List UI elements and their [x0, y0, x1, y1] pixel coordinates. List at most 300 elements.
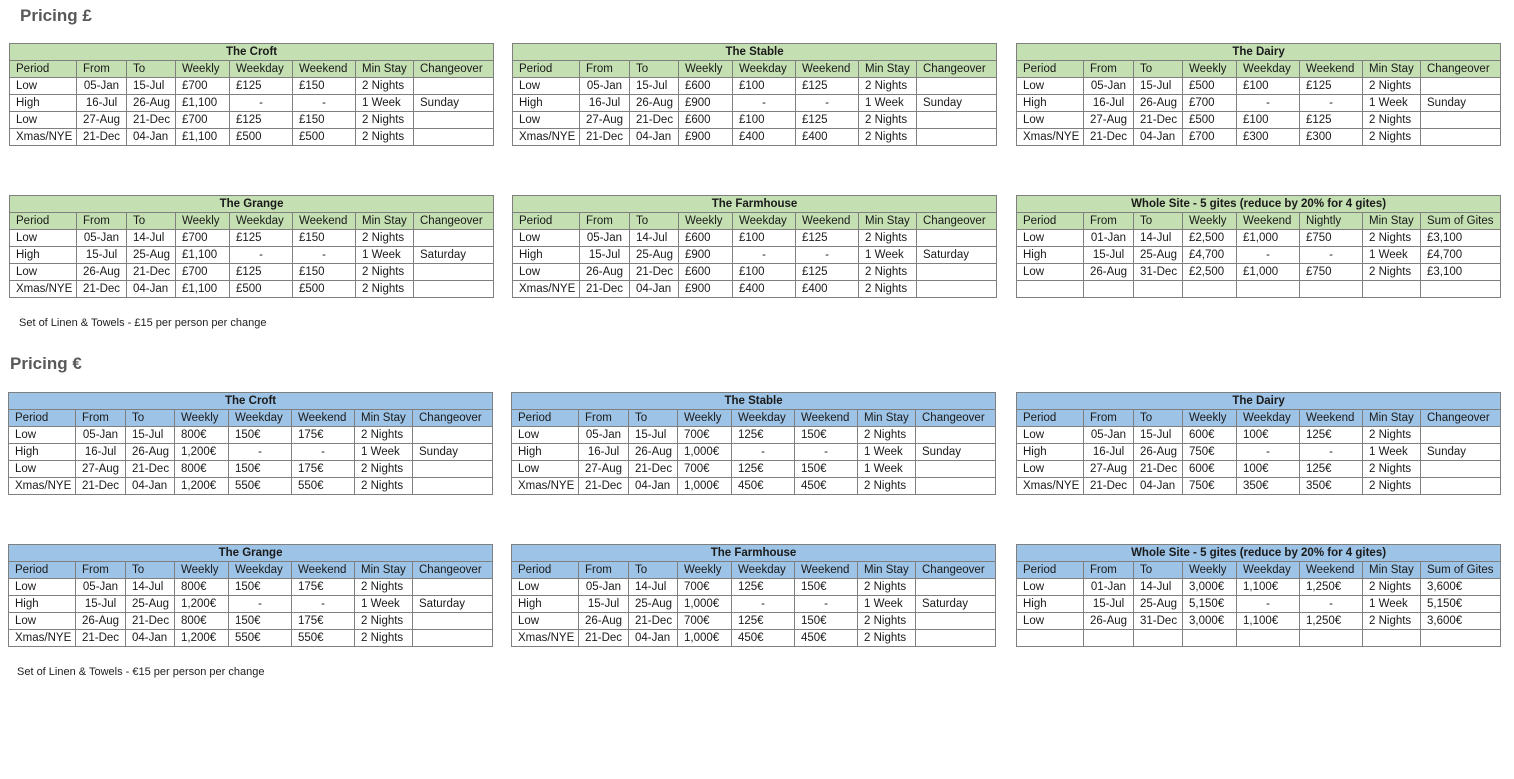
table-cell: 5,150€ [1183, 596, 1237, 613]
table-cell: High [513, 247, 580, 264]
table-row [10, 230, 494, 247]
column-header: Period [512, 562, 579, 579]
table-cell: 1,250€ [1300, 613, 1363, 630]
price-table-eur-the-farmhouse [511, 544, 996, 647]
table-cell: 1,000€ [678, 444, 732, 461]
table-cell: 1 Week [859, 247, 917, 264]
table-cell: 27-Aug [1084, 461, 1134, 478]
table-row [512, 630, 996, 647]
table-cell: 31-Dec [1134, 613, 1183, 630]
table-cell: 150€ [229, 613, 292, 630]
table-cell: 25-Aug [630, 247, 679, 264]
table-cell: 2 Nights [1363, 78, 1421, 95]
table-cell: Low [1017, 112, 1084, 129]
table-cell: £125 [230, 112, 293, 129]
table-cell: - [1237, 247, 1300, 264]
column-header: From [77, 61, 127, 78]
table-cell: 550€ [229, 478, 292, 495]
table-cell: 800€ [175, 461, 229, 478]
column-header: Min Stay [356, 213, 414, 230]
column-header: Weekly [679, 61, 733, 78]
column-header: Changeover [917, 213, 997, 230]
table-title: The Farmhouse [513, 196, 997, 213]
table-cell: 15-Jul [76, 596, 126, 613]
column-header: To [1134, 562, 1183, 579]
linen-note-gbp: Set of Linen & Towels - £15 per person per change [19, 317, 267, 329]
table-cell: 2 Nights [356, 230, 414, 247]
table-row [9, 478, 493, 495]
table-cell: 25-Aug [127, 247, 176, 264]
table-cell: 2 Nights [1363, 579, 1421, 596]
table-cell: 2 Nights [859, 281, 917, 298]
table-cell: 2 Nights [858, 427, 916, 444]
table-cell: £600 [679, 264, 733, 281]
table-cell: 3,600€ [1421, 613, 1501, 630]
table-cell: High [10, 247, 77, 264]
table-cell: Sunday [1421, 444, 1501, 461]
table-cell [1237, 630, 1300, 647]
table-row [10, 112, 494, 129]
table-row [1017, 264, 1501, 281]
table-cell: 14-Jul [630, 230, 679, 247]
table-cell: 450€ [732, 478, 795, 495]
table-row [1017, 281, 1501, 298]
table-cell: 16-Jul [1084, 444, 1134, 461]
column-header: From [1084, 213, 1134, 230]
table-cell: £125 [796, 264, 859, 281]
table-cell: £2,500 [1183, 230, 1237, 247]
table-cell: £2,500 [1183, 264, 1237, 281]
table-cell: £125 [230, 78, 293, 95]
table-row [1017, 129, 1501, 146]
table-cell: - [1300, 596, 1363, 613]
column-header: Weekday [230, 61, 293, 78]
table-cell: - [732, 444, 795, 461]
table-cell: 2 Nights [355, 630, 413, 647]
table-cell: 5,150€ [1421, 596, 1501, 613]
price-table-eur-whole-site [1016, 544, 1501, 647]
table-cell: 2 Nights [356, 281, 414, 298]
table-cell: 1 Week [355, 596, 413, 613]
table-cell: 2 Nights [356, 112, 414, 129]
column-header: Weekend [293, 61, 356, 78]
table-cell: 05-Jan [1084, 427, 1134, 444]
table-cell: 21-Dec [1084, 478, 1134, 495]
column-header: Weekly [175, 410, 229, 427]
table-row [1017, 444, 1501, 461]
table-row [10, 78, 494, 95]
table-title: The Farmhouse [512, 545, 996, 562]
table-cell: - [293, 95, 356, 112]
table-cell [916, 461, 996, 478]
table-cell: 21-Dec [77, 281, 127, 298]
table-cell: 15-Jul [126, 427, 175, 444]
table-cell [1134, 630, 1183, 647]
table-cell: £150 [293, 112, 356, 129]
table-row [1017, 427, 1501, 444]
table-cell: £300 [1237, 129, 1300, 146]
table-cell: 26-Aug [77, 264, 127, 281]
column-header: Weekend [1300, 61, 1363, 78]
table-cell: £3,100 [1421, 230, 1501, 247]
table-cell: 27-Aug [580, 112, 630, 129]
table-title: The Grange [10, 196, 494, 213]
table-cell: 2 Nights [1363, 230, 1421, 247]
column-header: Weekend [795, 410, 858, 427]
table-cell: 04-Jan [126, 478, 175, 495]
table-cell: 1,000€ [678, 630, 732, 647]
column-header: From [1084, 61, 1134, 78]
table-cell: Sunday [414, 95, 494, 112]
table-cell: - [230, 247, 293, 264]
table-cell: £1,100 [176, 129, 230, 146]
table-cell: £600 [679, 230, 733, 247]
table-row [512, 478, 996, 495]
column-header: To [629, 410, 678, 427]
table-cell: £750 [1300, 230, 1363, 247]
table-cell: Low [1017, 264, 1084, 281]
table-row [512, 461, 996, 478]
table-cell [413, 427, 493, 444]
table-row [1017, 478, 1501, 495]
table-cell: £125 [796, 78, 859, 95]
table-cell: 700€ [678, 579, 732, 596]
table-header-row [10, 61, 494, 78]
table-cell: - [1237, 596, 1300, 613]
table-cell: £700 [1183, 129, 1237, 146]
table-cell: 26-Aug [1084, 613, 1134, 630]
table-cell: 21-Dec [579, 630, 629, 647]
table-cell: High [512, 596, 579, 613]
table-cell: £900 [679, 129, 733, 146]
table-cell: 125€ [1300, 461, 1363, 478]
table-cell: 350€ [1300, 478, 1363, 495]
column-header: Changeover [916, 410, 996, 427]
table-row [512, 444, 996, 461]
column-header: Period [1017, 213, 1084, 230]
column-header: Weekend [1300, 562, 1363, 579]
table-cell: 05-Jan [76, 427, 126, 444]
table-cell [917, 264, 997, 281]
column-header: From [579, 410, 629, 427]
table-header-row [1017, 410, 1501, 427]
table-cell: 01-Jan [1084, 579, 1134, 596]
section-title-eur: Pricing € [10, 354, 82, 373]
price-table-gbp-the-grange [9, 195, 494, 298]
table-cell: £150 [293, 230, 356, 247]
table-cell: £500 [293, 281, 356, 298]
table-row [513, 247, 997, 264]
table-cell: £700 [176, 78, 230, 95]
table-row [10, 264, 494, 281]
price-table-gbp-the-stable [512, 43, 997, 146]
table-row [9, 630, 493, 647]
table-cell [1363, 281, 1421, 298]
column-header: Nightly [1300, 213, 1363, 230]
table-cell: 1 Week [355, 444, 413, 461]
table-cell: £150 [293, 78, 356, 95]
table-cell: 2 Nights [858, 613, 916, 630]
table-cell: 14-Jul [629, 579, 678, 596]
table-cell: £750 [1300, 264, 1363, 281]
table-cell: Low [9, 461, 76, 478]
table-row [9, 596, 493, 613]
table-row [9, 427, 493, 444]
table-cell: 2 Nights [1363, 112, 1421, 129]
table-cell: 05-Jan [580, 230, 630, 247]
table-cell: 175€ [292, 579, 355, 596]
table-cell [1421, 461, 1501, 478]
table-cell: 1 Week [1363, 596, 1421, 613]
table-cell: - [795, 444, 858, 461]
table-cell: Xmas/NYE [9, 478, 76, 495]
table-cell: 26-Aug [1084, 264, 1134, 281]
table-row [513, 112, 997, 129]
table-row [1017, 95, 1501, 112]
table-cell: Low [9, 613, 76, 630]
table-cell: 700€ [678, 427, 732, 444]
table-cell: 2 Nights [859, 112, 917, 129]
table-cell: 3,000€ [1183, 613, 1237, 630]
table-cell: 16-Jul [76, 444, 126, 461]
table-cell: 15-Jul [77, 247, 127, 264]
table-cell: 2 Nights [858, 478, 916, 495]
column-header: To [127, 61, 176, 78]
table-cell [413, 461, 493, 478]
table-cell [1300, 630, 1363, 647]
table-cell: Low [513, 112, 580, 129]
table-cell: 1,200€ [175, 478, 229, 495]
table-cell: 1 Week [859, 95, 917, 112]
table-cell: 2 Nights [858, 579, 916, 596]
column-header: Period [10, 213, 77, 230]
table-cell: 450€ [795, 630, 858, 647]
column-header: To [1134, 213, 1183, 230]
table-cell: Sunday [413, 444, 493, 461]
table-cell [1421, 630, 1501, 647]
table-row [10, 247, 494, 264]
table-cell: 14-Jul [1134, 579, 1183, 596]
column-header: Weekly [175, 562, 229, 579]
table-cell: £700 [176, 264, 230, 281]
table-cell [917, 112, 997, 129]
table-cell: 2 Nights [1363, 461, 1421, 478]
column-header: From [580, 61, 630, 78]
column-header: Changeover [413, 562, 493, 579]
price-table-eur-the-dairy [1016, 392, 1501, 495]
column-header: Period [1017, 410, 1084, 427]
price-table-gbp-whole-site [1016, 195, 1501, 298]
table-cell: 1,200€ [175, 596, 229, 613]
table-cell: 21-Dec [126, 461, 175, 478]
column-header: Period [9, 562, 76, 579]
table-title: The Croft [9, 393, 493, 410]
column-header: Period [513, 61, 580, 78]
column-header: From [1084, 562, 1134, 579]
table-cell: 450€ [795, 478, 858, 495]
column-header: To [126, 562, 175, 579]
table-cell: High [512, 444, 579, 461]
table-cell: 1 Week [858, 444, 916, 461]
table-cell: 750€ [1183, 444, 1237, 461]
table-cell: 04-Jan [1134, 129, 1183, 146]
table-title: The Dairy [1017, 393, 1501, 410]
table-cell: Xmas/NYE [513, 281, 580, 298]
table-cell: 125€ [732, 613, 795, 630]
table-cell: 2 Nights [1363, 129, 1421, 146]
table-cell: 04-Jan [127, 129, 176, 146]
table-row [513, 264, 997, 281]
table-cell: High [9, 596, 76, 613]
table-row [512, 427, 996, 444]
table-header-row [10, 213, 494, 230]
table-header-row [1017, 61, 1501, 78]
column-header: To [630, 61, 679, 78]
table-cell: 05-Jan [77, 78, 127, 95]
column-header: Period [513, 213, 580, 230]
table-header-row [512, 410, 996, 427]
table-cell: Low [1017, 230, 1084, 247]
table-cell: - [229, 596, 292, 613]
table-cell: £125 [230, 230, 293, 247]
table-cell: Xmas/NYE [512, 630, 579, 647]
column-header: Weekday [732, 410, 795, 427]
table-cell [1421, 478, 1501, 495]
table-cell: Sunday [916, 444, 996, 461]
table-cell: £1,100 [176, 247, 230, 264]
table-row [512, 613, 996, 630]
table-cell: £100 [733, 78, 796, 95]
table-cell [916, 478, 996, 495]
price-table-gbp-the-dairy [1016, 43, 1501, 146]
table-row [1017, 112, 1501, 129]
table-cell: £1,100 [176, 95, 230, 112]
table-cell: 26-Aug [76, 613, 126, 630]
table-cell: Low [513, 78, 580, 95]
table-cell: Xmas/NYE [1017, 129, 1084, 146]
column-header: Weekend [1237, 213, 1300, 230]
table-cell: - [1237, 444, 1300, 461]
table-cell: 2 Nights [1363, 613, 1421, 630]
column-header: Min Stay [859, 61, 917, 78]
table-cell: 26-Aug [1134, 95, 1183, 112]
table-cell [1017, 630, 1084, 647]
column-header: Changeover [414, 213, 494, 230]
table-cell: 21-Dec [1084, 129, 1134, 146]
table-cell: 15-Jul [579, 596, 629, 613]
column-header: Min Stay [858, 562, 916, 579]
column-header: Min Stay [1363, 410, 1421, 427]
column-header: To [630, 213, 679, 230]
table-cell: £700 [1183, 95, 1237, 112]
table-cell: 27-Aug [579, 461, 629, 478]
column-header: Weekday [733, 213, 796, 230]
table-cell: 21-Dec [630, 112, 679, 129]
table-cell: £100 [733, 112, 796, 129]
column-header: From [580, 213, 630, 230]
table-cell: 150€ [795, 461, 858, 478]
table-cell: 16-Jul [1084, 95, 1134, 112]
table-cell: Low [513, 264, 580, 281]
table-cell: 04-Jan [630, 129, 679, 146]
table-row [513, 78, 997, 95]
table-title: Whole Site - 5 gites (reduce by 20% for 4 gites) [1017, 196, 1501, 213]
table-cell: 2 Nights [1363, 427, 1421, 444]
table-cell: 3,600€ [1421, 579, 1501, 596]
table-cell [1363, 630, 1421, 647]
table-row [10, 129, 494, 146]
table-cell: 15-Jul [629, 427, 678, 444]
table-cell [1421, 112, 1501, 129]
section-title-gbp: Pricing £ [20, 6, 92, 25]
table-cell: 1 Week [858, 461, 916, 478]
table-row [1017, 230, 1501, 247]
table-row [513, 129, 997, 146]
table-cell [1134, 281, 1183, 298]
table-cell: 350€ [1237, 478, 1300, 495]
table-cell: 21-Dec [127, 264, 176, 281]
table-cell: 26-Aug [629, 444, 678, 461]
table-cell [1084, 281, 1134, 298]
table-cell: £4,700 [1183, 247, 1237, 264]
table-cell: Xmas/NYE [1017, 478, 1084, 495]
column-header: Period [1017, 562, 1084, 579]
table-header-row [512, 562, 996, 579]
table-cell: £125 [1300, 112, 1363, 129]
column-header: Changeover [1421, 61, 1501, 78]
column-header: Weekly [678, 562, 732, 579]
table-cell: 800€ [175, 427, 229, 444]
table-cell: £125 [230, 264, 293, 281]
table-cell: - [1300, 247, 1363, 264]
table-cell [917, 281, 997, 298]
table-row [1017, 247, 1501, 264]
column-header: Weekday [230, 213, 293, 230]
table-cell: 31-Dec [1134, 264, 1183, 281]
table-cell: 25-Aug [1134, 247, 1183, 264]
table-cell: - [1300, 444, 1363, 461]
table-cell: 175€ [292, 613, 355, 630]
table-cell: 2 Nights [355, 579, 413, 596]
table-header-row [9, 410, 493, 427]
table-cell: Low [10, 112, 77, 129]
table-cell: 2 Nights [355, 461, 413, 478]
table-cell: 15-Jul [1084, 247, 1134, 264]
table-cell [917, 78, 997, 95]
price-table-gbp-the-farmhouse [512, 195, 997, 298]
table-cell: 2 Nights [356, 264, 414, 281]
table-cell: 21-Dec [629, 613, 678, 630]
table-title: The Stable [513, 44, 997, 61]
table-cell: 21-Dec [580, 129, 630, 146]
table-cell: £4,700 [1421, 247, 1501, 264]
table-cell: Xmas/NYE [10, 129, 77, 146]
table-row [513, 281, 997, 298]
table-cell: 1 Week [1363, 444, 1421, 461]
table-cell: 125€ [732, 427, 795, 444]
column-header: Weekday [733, 61, 796, 78]
column-header: Weekday [229, 410, 292, 427]
table-cell: Xmas/NYE [513, 129, 580, 146]
table-cell: 26-Aug [580, 264, 630, 281]
column-header: Weekday [732, 562, 795, 579]
table-cell: High [10, 95, 77, 112]
table-cell: Xmas/NYE [9, 630, 76, 647]
table-cell: 26-Aug [127, 95, 176, 112]
column-header: Weekly [1183, 61, 1237, 78]
table-cell [413, 478, 493, 495]
table-cell: £900 [679, 95, 733, 112]
